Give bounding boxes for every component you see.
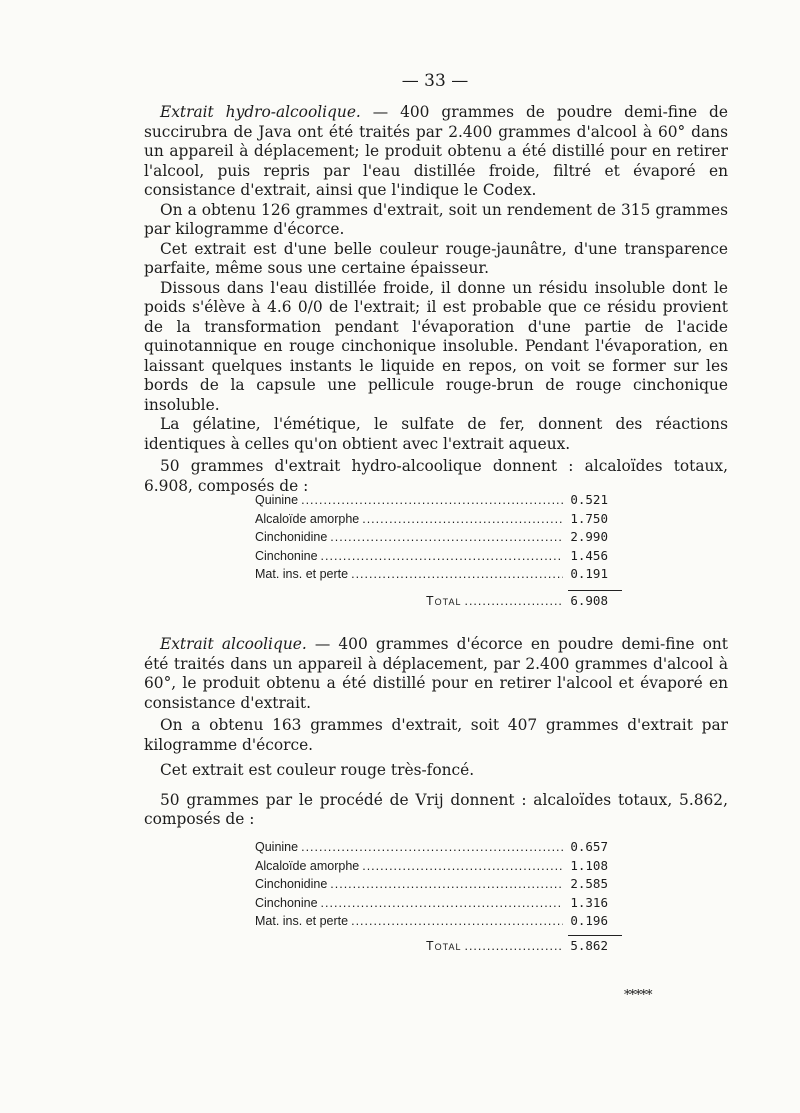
leader-dots xyxy=(351,914,563,928)
table-row xyxy=(255,548,608,567)
row-value: 0.196 xyxy=(570,913,608,928)
table-row xyxy=(255,492,608,511)
row-value: 1.108 xyxy=(570,857,608,873)
row-value: 0.521 xyxy=(570,492,608,507)
table-row xyxy=(255,876,608,895)
total-value: 5.862 xyxy=(570,938,608,953)
leader-dots xyxy=(330,877,563,891)
row-value: 1.456 xyxy=(570,547,608,563)
paragraph: 50 grammes par le procédé de Vrij donnent : alcaloïdes totaux, 5.862, composés de : xyxy=(144,790,728,828)
table-row xyxy=(255,839,608,858)
paragraph: On a obtenu 163 grammes d'extrait, soit 407 grammes d'extrait par kilogramme d'écorce. xyxy=(144,716,728,754)
leader-dots xyxy=(301,840,563,854)
row-value: 2.585 xyxy=(570,876,608,891)
row-label: Cinchonidine xyxy=(255,530,328,544)
row-value: 2.990 xyxy=(570,529,608,544)
paragraph-text: — 400 grammes d'écorce en poudre demi-fine ont été traités dans un appareil à déplacement, par 2.400 grammes d'alcool à 60°, le produit obtenu a été distillé pour en retirer l'alcool et évaporé en consistance d'extrait. xyxy=(144,635,728,712)
paragraph: Dissous dans l'eau distillée froide, il donne un résidu insoluble dont le poids s'élève à 4.6 0/0 de l'extrait; il est probable que ce résidu provient de la transformation pendant l'évaporation d'une partie de l'acide quinotannique en rouge cinchonique insoluble. Pendant l'évaporation, en laissant quelques instants le liquide en repos, on voit se former sur les bords de la capsule une pellicule rouge-brun de rouge cinchonique insoluble. xyxy=(144,278,728,414)
row-label: Cinchonine xyxy=(255,895,318,910)
row-label: Alcaloïde amorphe xyxy=(255,858,360,873)
row-label: Quinine xyxy=(255,840,299,854)
leader-dots xyxy=(362,512,563,526)
leader-dots xyxy=(362,859,563,873)
leader-dots xyxy=(321,896,563,910)
leader-dots xyxy=(464,939,563,953)
alkaloid-table-1 xyxy=(255,492,608,585)
leader-dots xyxy=(330,530,563,544)
section-hydro-alcoolique xyxy=(144,103,728,496)
alkaloid-table-2 xyxy=(255,839,608,932)
row-label: Mat. ins. et perte xyxy=(255,567,349,581)
row-label: Mat. ins. et perte xyxy=(255,914,349,928)
paragraph: On a obtenu 126 grammes d'extrait, soit un rendement de 315 grammes par kilogramme d'écorce. xyxy=(144,200,728,238)
section-heading: Extrait hydro-alcoolique. xyxy=(160,103,361,121)
end-ornament: ***** xyxy=(624,988,652,1003)
paragraph-text: — 400 grammes de poudre demi-fine de succirubra de Java ont été traités par 2.400 grammes d'alcool à 60° dans un appareil à déplacement; le produit obtenu a été distillé pour en retirer l'alcool, puis repris par l'eau distillée froide, filtré et évaporé en consistance d'extrait, ainsi que l'indique le Codex. xyxy=(144,103,728,199)
page-number: — 33 — xyxy=(401,71,469,91)
row-label: Alcaloïde amorphe xyxy=(255,511,360,526)
total-rule xyxy=(568,590,622,591)
row-label: Cinchonidine xyxy=(255,877,328,891)
table-total-row xyxy=(426,593,608,608)
table-row xyxy=(255,895,608,914)
row-value: 1.316 xyxy=(570,894,608,910)
paragraph xyxy=(144,103,728,201)
total-value: 6.908 xyxy=(570,593,608,608)
total-label: Total xyxy=(426,939,462,953)
row-value: 1.750 xyxy=(570,510,608,526)
row-value: 0.191 xyxy=(570,566,608,581)
row-value: 0.657 xyxy=(570,839,608,854)
leader-dots xyxy=(351,567,563,581)
table-row xyxy=(255,913,608,932)
total-rule xyxy=(568,935,622,936)
leader-dots xyxy=(464,594,563,608)
paragraph: Cet extrait est d'une belle couleur rouge-jaunâtre, d'une transparence parfaite, même sous une certaine épaisseur. xyxy=(144,239,728,277)
section-alcoolique xyxy=(144,635,728,830)
paragraph: La gélatine, l'émétique, le sulfate de fer, donnent des réactions identiques à celles qu'on obtient avec l'extrait aqueux. xyxy=(144,415,728,453)
paragraph: Cet extrait est couleur rouge très-foncé. xyxy=(160,761,475,779)
paragraph xyxy=(144,635,728,713)
paragraph: 50 grammes d'extrait hydro-alcoolique donnent : alcaloïdes totaux, 6.908, composés de : xyxy=(144,457,728,495)
leader-dots xyxy=(321,549,563,563)
row-label: Quinine xyxy=(255,493,299,507)
row-label: Cinchonine xyxy=(255,548,318,563)
table-row xyxy=(255,529,608,548)
table-row xyxy=(255,566,608,585)
table-total-row xyxy=(426,938,608,953)
table-row xyxy=(255,511,608,530)
leader-dots xyxy=(301,493,563,507)
section-heading: Extrait alcoolique. xyxy=(160,635,307,653)
total-label: Total xyxy=(426,594,462,608)
table-row xyxy=(255,858,608,877)
